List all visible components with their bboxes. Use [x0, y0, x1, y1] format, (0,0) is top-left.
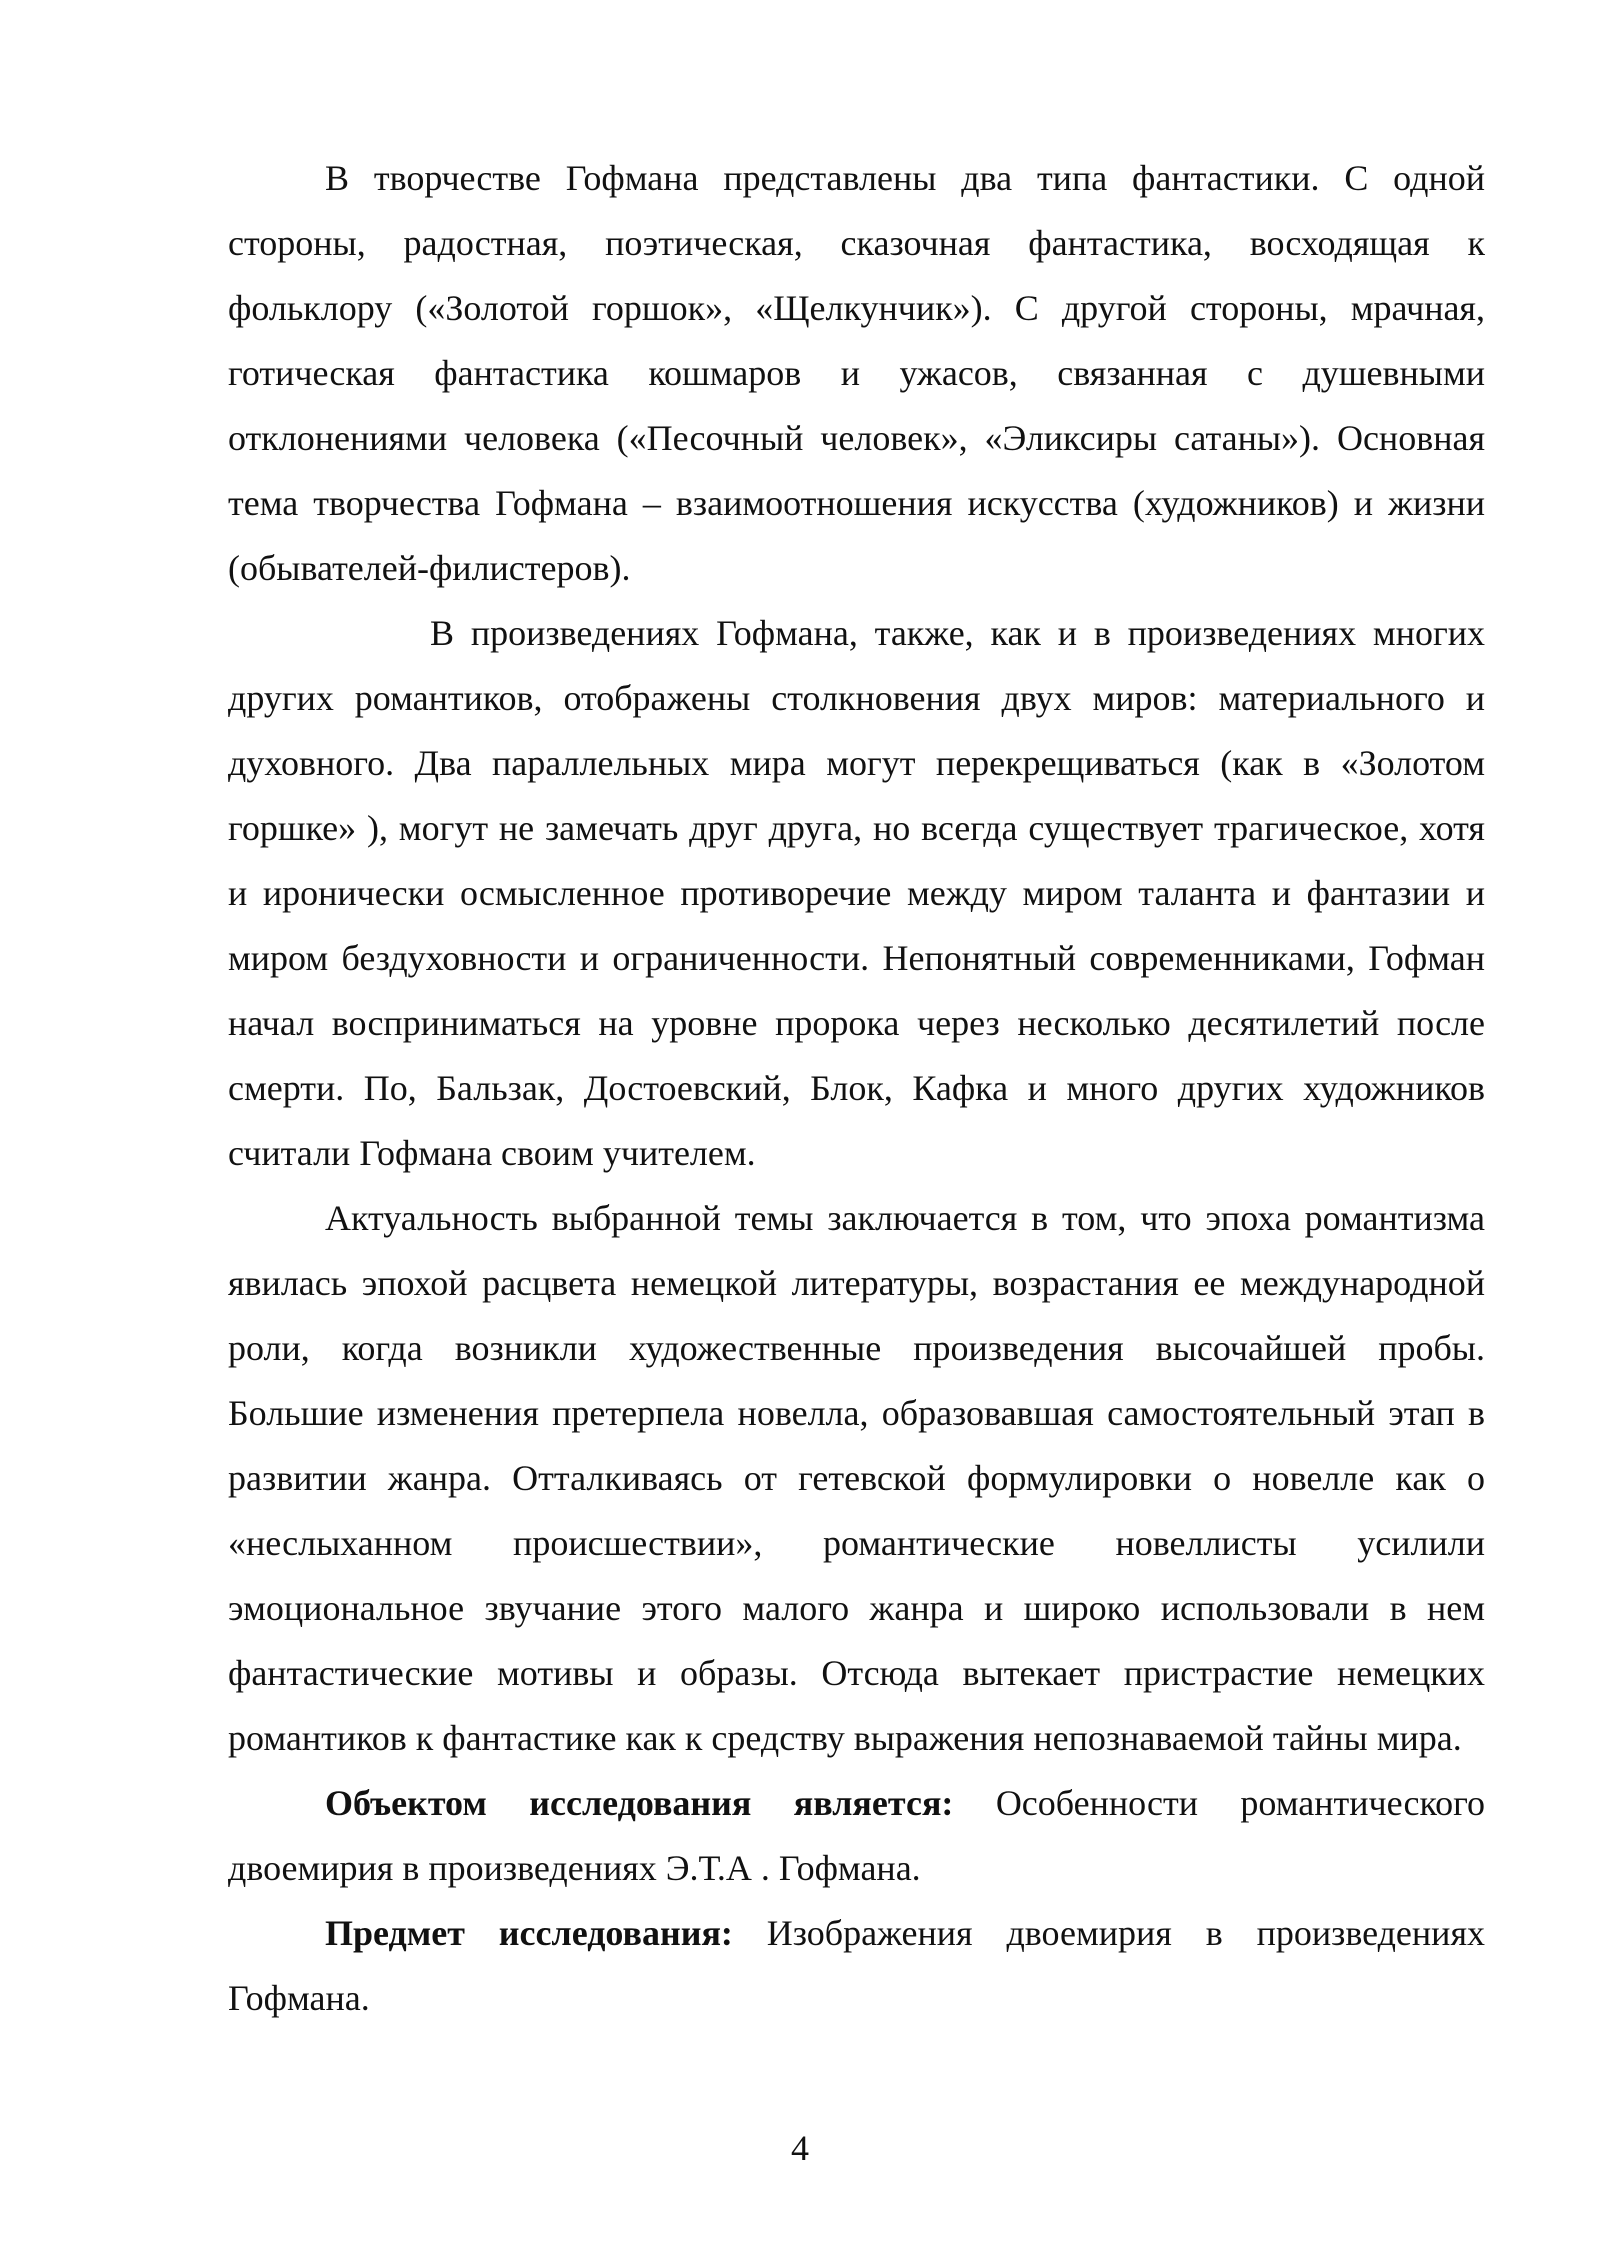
- paragraph-research-subject: [228, 1901, 1485, 2031]
- paragraph-research-object: [228, 1771, 1485, 1901]
- research-subject-text: Изображения двоемирия в произведениях Гофмана.: [228, 1913, 1485, 2018]
- document-body: [228, 146, 1485, 2031]
- research-subject-label: Предмет исследования:: [325, 1913, 733, 1953]
- paragraph-two-worlds: В произведениях Гофмана, также, как и в произведениях многих других романтиков, отображены столкновения двух миров: материального и духовного. Два параллельных мира могут перекрещиваться (как в «Золотом горшке» ), могут не замечать друг друга, но всегда существует трагическое, хотя и иронически осмысленное противоречие между миром таланта и фантазии и миром бездуховности и ограниченности. Непонятный современниками, Гофман начал восприниматься на уровне пророка через несколько десятилетий после смерти. По, Бальзак, Достоевский, Блок, Кафка и много других художников считали Гофмана своим учителем.: [228, 613, 1485, 1173]
- research-object-label: Объектом исследования является:: [325, 1783, 954, 1823]
- paragraph-hoffmann-fantasy-types: В творчестве Гофмана представлены два типа фантастики. С одной стороны, радостная, поэтическая, сказочная фантастика, восходящая к фольклору («Золотой горшок», «Щелкунчик»). С другой стороны, мрачная, готическая фантастика кошмаров и ужасов, связанная с душевными отклонениями человека («Песочный человек», «Эликсиры сатаны»). Основная тема творчества Гофмана – взаимоотношения искусства (художников) и жизни (обывателей-филистеров).: [228, 158, 1485, 588]
- paragraph-topic-relevance: Актуальность выбранной темы заключается в том, что эпоха романтизма явилась эпохой расцвета немецкой литературы, возрастания ее международной роли, когда возникли художественные произведения высочайшей пробы. Большие изменения претерпела новелла, образовавшая самостоятельный этап в развитии жанра. Отталкиваясь от гетевской формулировки о новелле как о «неслыханном происшествии», романтические новеллисты усилили эмоциональное звучание этого малого жанра и широко использовали в нем фантастические мотивы и образы. Отсюда вытекает пристрастие немецких романтиков к фантастике как к средству выражения непознаваемой тайны мира.: [228, 1198, 1485, 1758]
- page-number: 4: [791, 2128, 809, 2168]
- research-object-text: Особенности романтического двоемирия в произведениях Э.Т.А . Гофмана.: [228, 1783, 1485, 1888]
